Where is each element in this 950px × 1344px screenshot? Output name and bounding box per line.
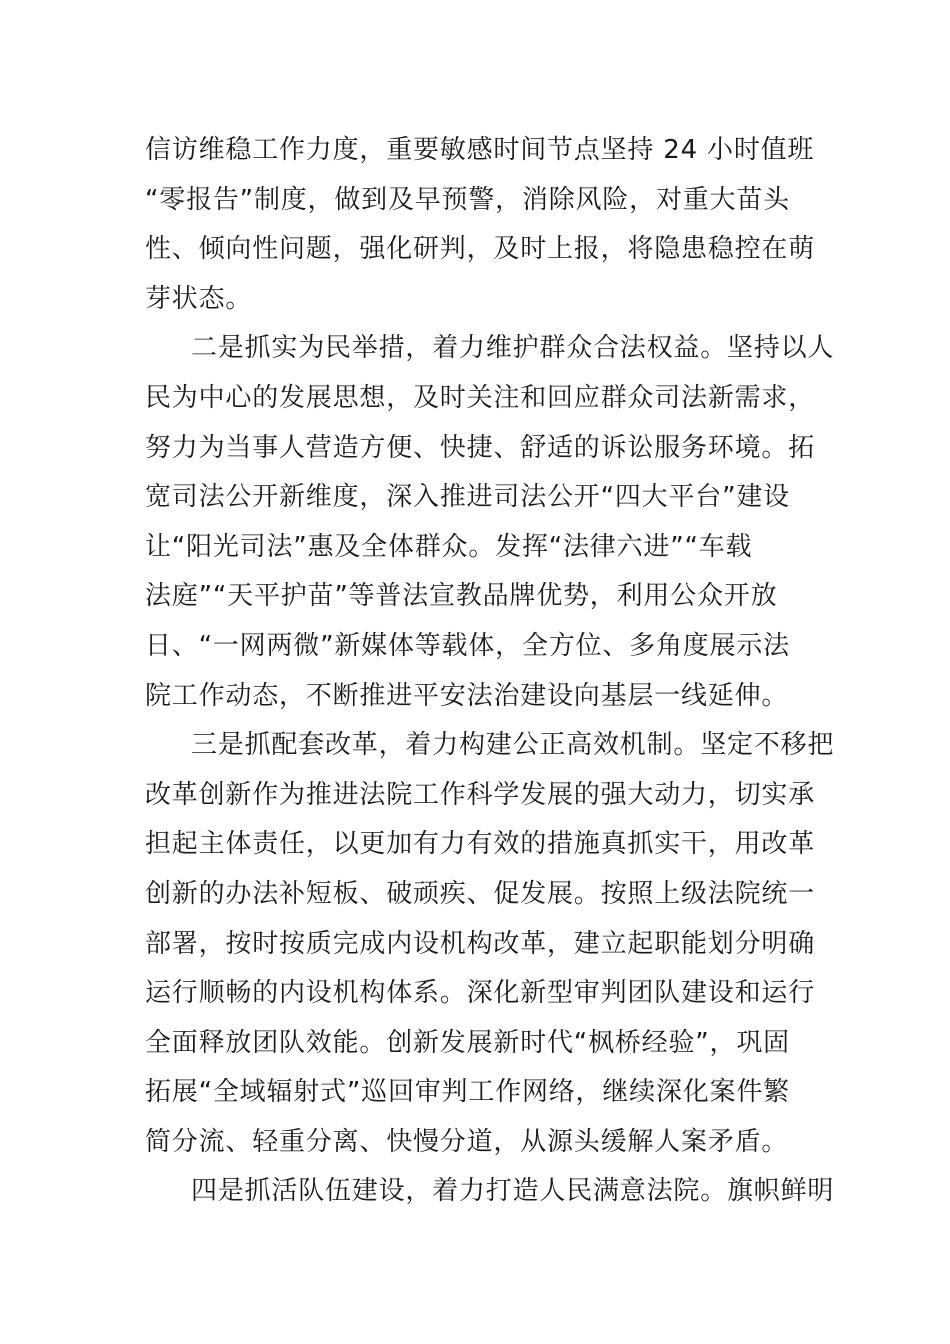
text-line: 民为中心的发展思想，及时关注和回应群众司法新需求， — [145, 382, 816, 413]
text-line: 让“阳光司法”惠及全体群众。发挥“法律六进”“车载 — [145, 531, 753, 562]
text-line: 性、倾向性问题，强化研判，及时上报，将隐患稳控在萌 — [145, 234, 816, 265]
text-line: 院工作动态，不断推进平安法治建设向基层一线延伸。 — [145, 680, 789, 711]
text-line: 拓展“全域辐射式”巡回审判工作网络，继续深化案件繁 — [145, 1077, 790, 1108]
text-line: 部署，按时按质完成内设机构改革，建立起职能划分明确 — [145, 928, 816, 959]
text-line: 日、“一网两微”新媒体等载体，全方位、多角度展示法 — [145, 630, 790, 661]
text-line: 努力为当事人营造方便、快捷、舒适的诉讼服务环境。拓 — [145, 432, 816, 463]
text-line: 担起主体责任，以更加有力有效的措施真抓实干，用改革 — [145, 829, 816, 860]
paragraph-start-line: 四是抓活队伍建设，着力打造人民满意法院。旗帜鲜明 — [191, 1176, 835, 1207]
body-text — [145, 126, 835, 1217]
text-line: 信访维稳工作力度，重要敏感时间节点坚持 24 小时值班 — [145, 135, 815, 165]
paragraph-start-line: 三是抓配套改革，着力构建公正高效机制。坚定不移把 — [191, 730, 835, 761]
text-line: 法庭”“天平护苗”等普法宣教品牌优势，利用公众开放 — [145, 581, 778, 612]
text-line: 简分流、轻重分离、快慢分道，从源头缓解人案矛盾。 — [145, 1126, 789, 1157]
text-line: 运行顺畅的内设机构体系。深化新型审判团队建设和运行 — [145, 978, 816, 1009]
text-line: 创新的办法补短板、破顽疾、促发展。按照上级法院统一 — [145, 878, 816, 909]
text-line: 宽司法公开新维度，深入推进司法公开“四大平台”建设 — [145, 482, 790, 513]
text-line: 芽状态。 — [145, 283, 253, 314]
paragraph-start-line: 二是抓实为民举措，着力维护群众合法权益。坚持以人 — [191, 333, 835, 364]
text-line: 全面释放团队效能。创新发展新时代“枫桥经验”，巩固 — [145, 1027, 790, 1058]
text-line: 改革创新作为推进法院工作科学发展的强大动力，切实承 — [145, 779, 816, 810]
text-line: “零报告”制度，做到及早预警，消除风险，对重大苗头 — [145, 184, 790, 215]
